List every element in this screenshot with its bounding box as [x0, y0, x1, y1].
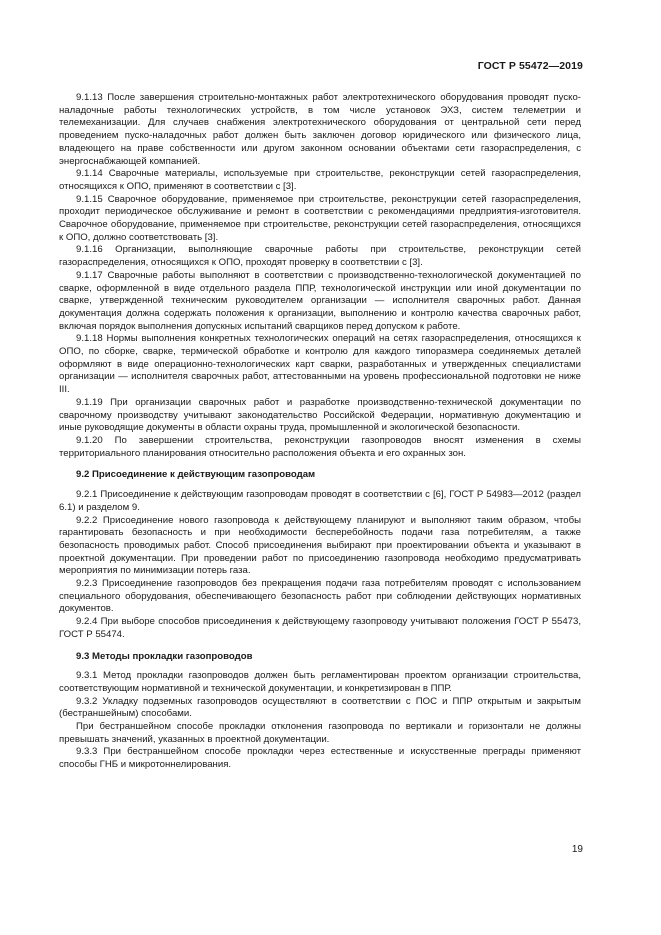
paragraph-9-1-18: 9.1.18 Нормы выполнения конкретных технологических операций на сетях газораспределения, относящихся к ОПО, по сборке, сварке, термической обработке и контролю для каждого типоразмера соединяемых деталей оформляют в виде операционно-технологических карт сварки, разработанных и утвержденных специалистами организации — исполнителя сварочных работ, аттестованными на уровень профессиональной подготовки не ниже III. — [59, 333, 581, 396]
paragraph-trenchless-deviation: При бестраншейном способе прокладки отклонения газопровода по вертикали и горизонтали не должны превышать значений, указанных в проектной документации. — [59, 721, 581, 745]
page-number: 19 — [571, 844, 583, 855]
paragraph-9-2-2: 9.2.2 Присоединение нового газопровода к действующему планируют и выполняют таким образом, чтобы гарантировать безопасность и при необходимости бесперебойность подачи газа потребителям, а также безопасность проводимых работ. Способ присоединения выбирают при проектировании объекта и указывают в проектной документации. При проведении работ по присоединению газопровода необходимо предусматривать мероприятия по минимизации потерь газа. — [59, 514, 581, 577]
paragraph-9-1-14: 9.1.14 Сварочные материалы, используемые при строительстве, реконструкции сетей газораспределения, относящихся к ОПО, применяют в соответствии с [3]. — [59, 168, 581, 192]
paragraph-9-2-4: 9.2.4 При выборе способов присоединения к действующему газопроводу учитывают положения ГОСТ Р 55473, ГОСТ Р 55474. — [59, 616, 581, 640]
standard-id-header: ГОСТ Р 55472—2019 — [477, 60, 583, 72]
paragraph-9-2-1: 9.2.1 Присоединение к действующим газопроводам проводят в соответствии с [6], ГОСТ Р 54983—2012 (раздел 6.1) и разделом 9. — [59, 489, 581, 513]
paragraph-9-1-16: 9.1.16 Организации, выполняющие сварочные работы при строительстве, реконструкции сетей газораспределения, относящихся к ОПО, проходят проверку в соответствии с [3]. — [59, 244, 581, 269]
paragraph-9-1-17: 9.1.17 Сварочные работы выполняют в соответствии с производственно-технологической документацией по сварке, оформленной в виде отдельного раздела ППР, технологической инструкции или иной документации по сварке, утвержденной техническим руководителем организации — исполнителя сварочных работ. Данная документация должна содержать положения к организации, выполнению и контролю качества сварочных работ, включая порядок выполнения допускных испытаний сварщиков перед допуском к работе. — [59, 269, 581, 332]
paragraph-9-1-13: 9.1.13 После завершения строительно-монтажных работ электротехнического оборудования проводят пуско-наладочные работы технологических устройств, в том числе установок ЭХЗ, систем телеметрии и телемеханизации. Для случаев снабжения электротехнического оборудования от центральной сети перед проведением пуско-наладочных работ должен быть заключен договор юридического или физического лица, владеющего на праве собственности или другом законном основании объектами сети газораспределения, с энергоснабжающей компанией. — [59, 92, 581, 167]
paragraph-9-1-20: 9.1.20 По завершении строительства, реконструкции газопроводов вносят изменения в схемы территориального планирования относительно расположения объекта и его охранных зон. — [59, 434, 581, 459]
paragraph-9-1-15: 9.1.15 Сварочное оборудование, применяемое при строительстве, реконструкции сетей газораспределения, проходит периодическое обслуживание и ремонт в соответствии с рекомендациями предприятия-изготовителя. Сварочное оборудование, применяемое при строительстве, реконструкции сетей газораспределения, относящихся к ОПО, должно соответствовать [3]. — [59, 193, 581, 243]
paragraph-9-3-2: 9.3.2 Укладку подземных газопроводов осуществляют в соответствии с ПОС и ППР открытым и закрытым (бестраншейным) способами. — [59, 695, 581, 720]
paragraph-9-2-3: 9.2.3 Присоединение газопроводов без прекращения подачи газа потребителям проводят с использованием специального оборудования, обеспечивающего безопасность работ при соблюдении действующих нормативных документов. — [59, 578, 581, 615]
paragraph-9-3-3: 9.3.3 При бестраншейном способе прокладки через естественные и искусственные преграды применяют способы ГНБ и микротоннелирования. — [59, 746, 581, 771]
section-heading-9-2: 9.2 Присоединение к действующим газопроводам — [76, 469, 316, 481]
section-heading-9-3: 9.3 Методы прокладки газопроводов — [76, 650, 253, 662]
document-body — [59, 92, 581, 772]
paragraph-9-1-19: 9.1.19 При организации сварочных работ и разработке производственно-технической документации по сварочному производству учитывают законодательство Российской Федерации, нормативную документацию и иные руководящие документы в области охраны труда, промышленной и экологической безопасности. — [59, 396, 581, 434]
paragraph-9-3-1: 9.3.1 Метод прокладки газопроводов должен быть регламентирован проектом организации строительства, соответствующим нормативной и технической документации, и конкретизирован в ППР. — [59, 670, 581, 694]
